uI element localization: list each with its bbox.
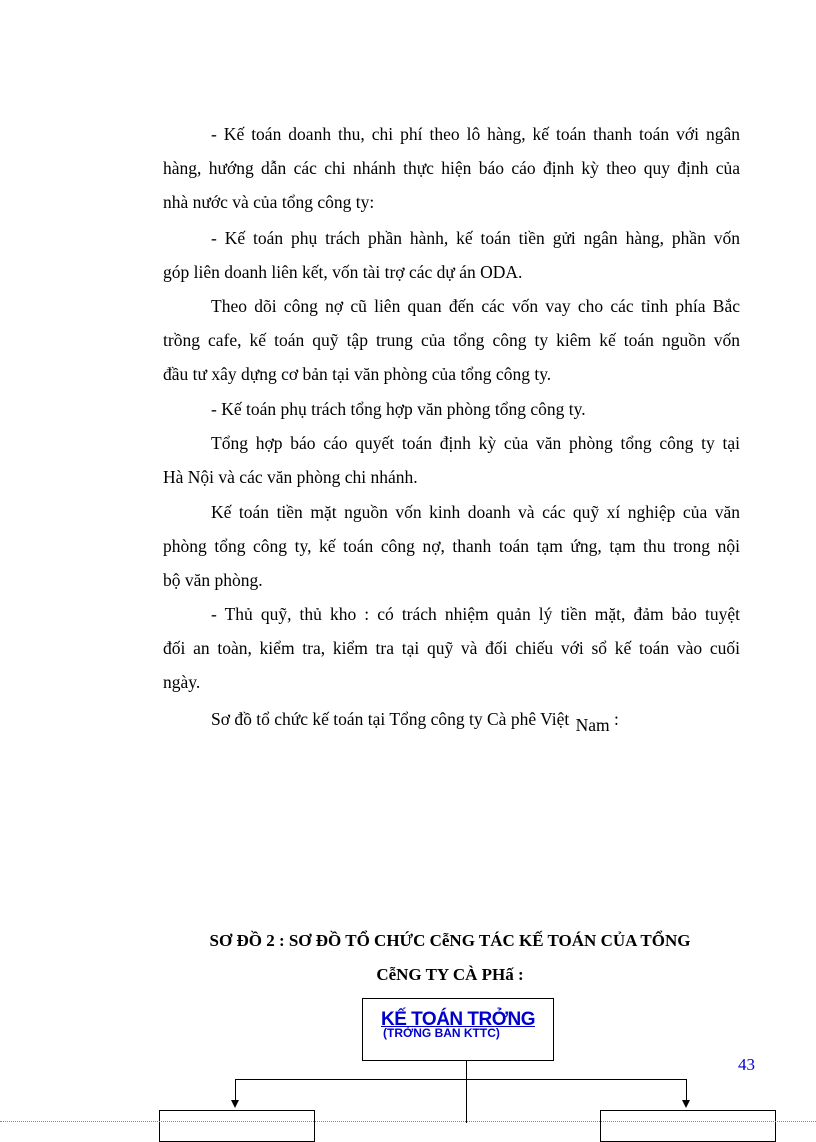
chief-accountant-box <box>362 998 554 1061</box>
paragraph-3b <box>163 323 740 357</box>
paragraph-7-line-3: ngày. <box>163 672 201 692</box>
connector-horizontal <box>235 1079 687 1080</box>
connector-vertical-main <box>466 1060 467 1123</box>
intro-line <box>163 702 740 736</box>
paragraph-4-line-1: - Kế toán phụ trách tổng hợp văn phòng tổng công ty. <box>211 399 586 419</box>
paragraph-7b <box>163 631 740 665</box>
paragraph-3c <box>163 357 740 391</box>
diagram-caption-line-2: CễNG TY CÀ PHấ : <box>376 965 524 984</box>
deputy-box-left <box>159 1110 315 1142</box>
paragraph-1b <box>163 151 740 185</box>
paragraph-7-line-1: - Thủ quỹ, thủ kho : có trách nhiệm quản lý tiền mặt, đảm bảo tuyệt <box>211 604 740 624</box>
paragraph-3-line-3: đầu tư xây dựng cơ bản tại văn phòng của tổng công ty. <box>163 364 552 384</box>
paragraph-2-line-1: - Kế toán phụ trách phần hành, kế toán tiền gửi ngân hàng, phần vốn <box>211 228 740 248</box>
paragraph-6-line-1: Kế toán tiền mặt nguồn vốn kinh doanh và các quỹ xí nghiệp của văn <box>211 502 740 522</box>
paragraph-7-line-2: đối an toàn, kiểm tra, kiểm tra tại quỹ và đối chiếu với sổ kế toán vào cuối <box>163 638 740 658</box>
paragraph-7 <box>163 597 740 631</box>
paragraph-2b <box>163 255 740 289</box>
paragraph-6-line-3: bộ văn phòng. <box>163 570 263 590</box>
paragraph-1 <box>163 117 740 151</box>
paragraph-6 <box>163 495 740 529</box>
diagram-caption-line-1: SƠ ĐỒ 2 : SƠ ĐỒ TỔ CHỨC CễNG TÁC KẾ TOÁN CỦA TỔNG <box>209 931 691 950</box>
paragraph-3-line-1: Theo dõi công nợ cũ liên quan đến các vốn vay cho các tỉnh phía Bắc <box>211 296 740 316</box>
connector-right-drop <box>686 1079 687 1101</box>
chief-accountant-subtitle: (TRỞNG BAN KTTC) <box>383 1026 500 1040</box>
paragraph-3-line-2: trồng cafe, kế toán quỹ tập trung của tổng công ty kiêm kế toán nguồn vốn <box>163 330 740 350</box>
paragraph-5-line-2: Hà Nội và các văn phòng chi nhánh. <box>163 467 418 487</box>
paragraph-3 <box>163 289 740 323</box>
paragraph-1-line-2: hàng, hướng dẫn các chi nhánh thực hiện báo cáo định kỳ theo quy định của <box>163 158 740 178</box>
page-number: 43 <box>738 1055 755 1074</box>
paragraph-7c <box>163 665 740 699</box>
paragraph-5b <box>163 460 740 494</box>
paragraph-1-line-3: nhà nước và của tổng công ty: <box>163 192 375 212</box>
paragraph-6c <box>163 563 740 597</box>
paragraph-5 <box>163 426 740 460</box>
arrow-right-icon <box>682 1100 690 1108</box>
connector-left-drop <box>235 1079 236 1101</box>
arrow-left-icon <box>231 1100 239 1108</box>
intro-tail-word: Nam <box>575 715 610 735</box>
paragraph-2-line-2: góp liên doanh liên kết, vốn tài trợ các dự án ODA. <box>163 262 523 282</box>
paragraph-5-line-1: Tổng hợp báo cáo quyết toán định kỳ của văn phòng tổng công ty tại <box>211 433 740 453</box>
intro-line-text: Sơ đồ tổ chức kế toán tại Tổng công ty Cà phê Việt <box>211 709 570 729</box>
chief-accountant-title: KẾ TOÁN TRỞNG <box>381 1009 535 1030</box>
deputy-box-right <box>600 1110 776 1142</box>
paragraph-6-line-2: phòng tổng công ty, kế toán công nợ, thanh toán tạm ứng, tạm thu trong nội <box>163 536 740 556</box>
paragraph-6b <box>163 529 740 563</box>
paragraph-1-line-1: - Kế toán doanh thu, chi phí theo lô hàng, kế toán thanh toán với ngân <box>211 124 740 144</box>
paragraph-4 <box>163 392 740 426</box>
intro-tail-colon: : <box>614 709 619 729</box>
paragraph-1c <box>163 185 740 219</box>
page-bottom-divider <box>0 1121 816 1122</box>
paragraph-2 <box>163 221 740 255</box>
